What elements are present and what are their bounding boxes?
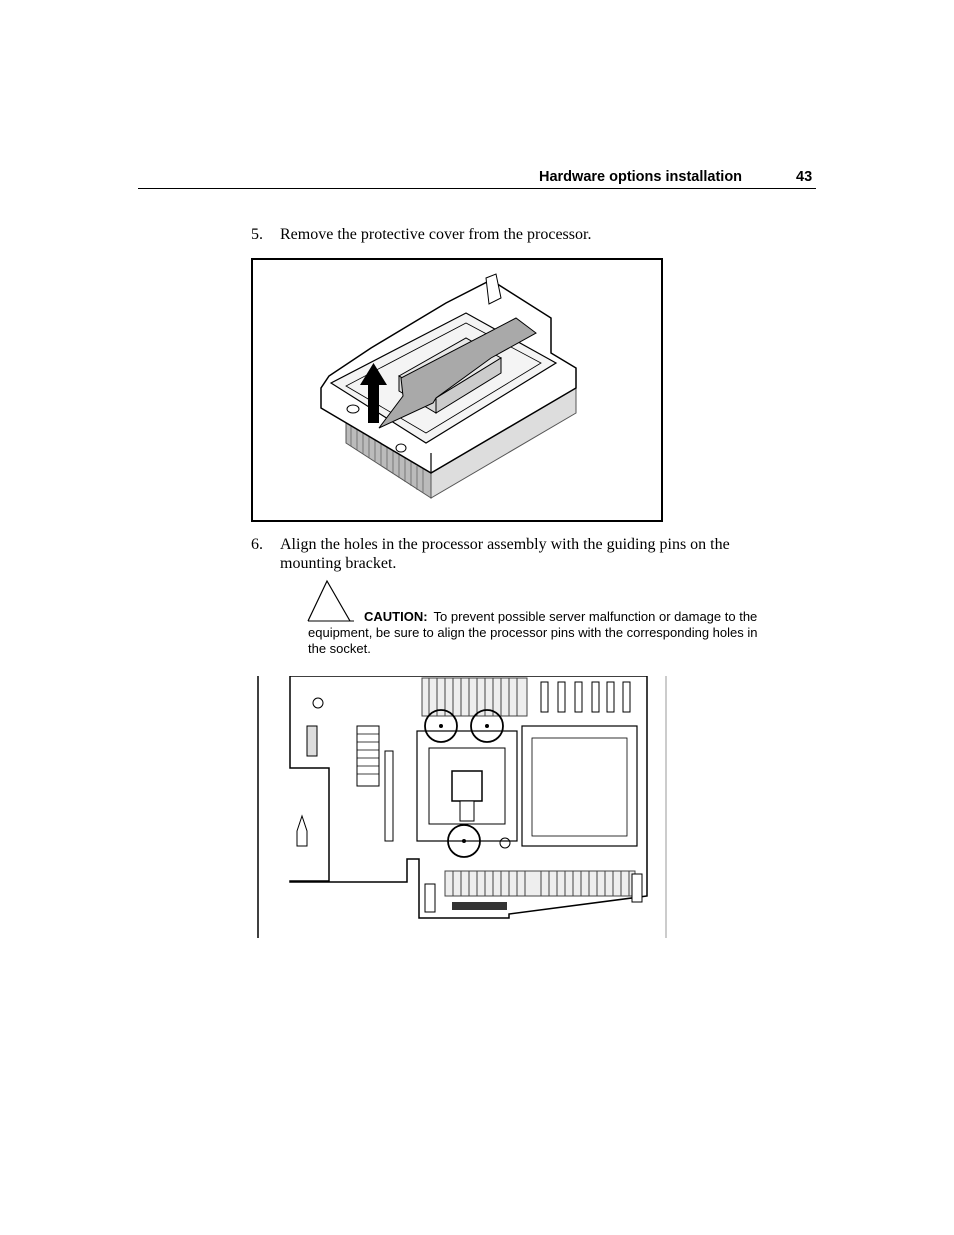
caution-label: CAUTION:	[364, 609, 428, 624]
header-divider	[138, 188, 816, 189]
caution-body: To prevent possible server malfunction or damage to the equipment, be sure to align the processor pins with the corresponding holes in the socket.	[308, 609, 758, 656]
page-number: 43	[796, 169, 813, 185]
step-text: Align the holes in the processor assembly with the guiding pins on the mounting bracket.	[280, 536, 730, 572]
running-header-title: Hardware options installation	[539, 169, 743, 185]
step-number: 6.	[251, 536, 263, 553]
processor-cover-illustration	[251, 258, 663, 522]
step-number: 5.	[251, 226, 263, 243]
step-text: Remove the protective cover from the processor.	[280, 226, 592, 243]
caution-note	[308, 609, 768, 657]
system-board-illustration	[257, 676, 667, 940]
